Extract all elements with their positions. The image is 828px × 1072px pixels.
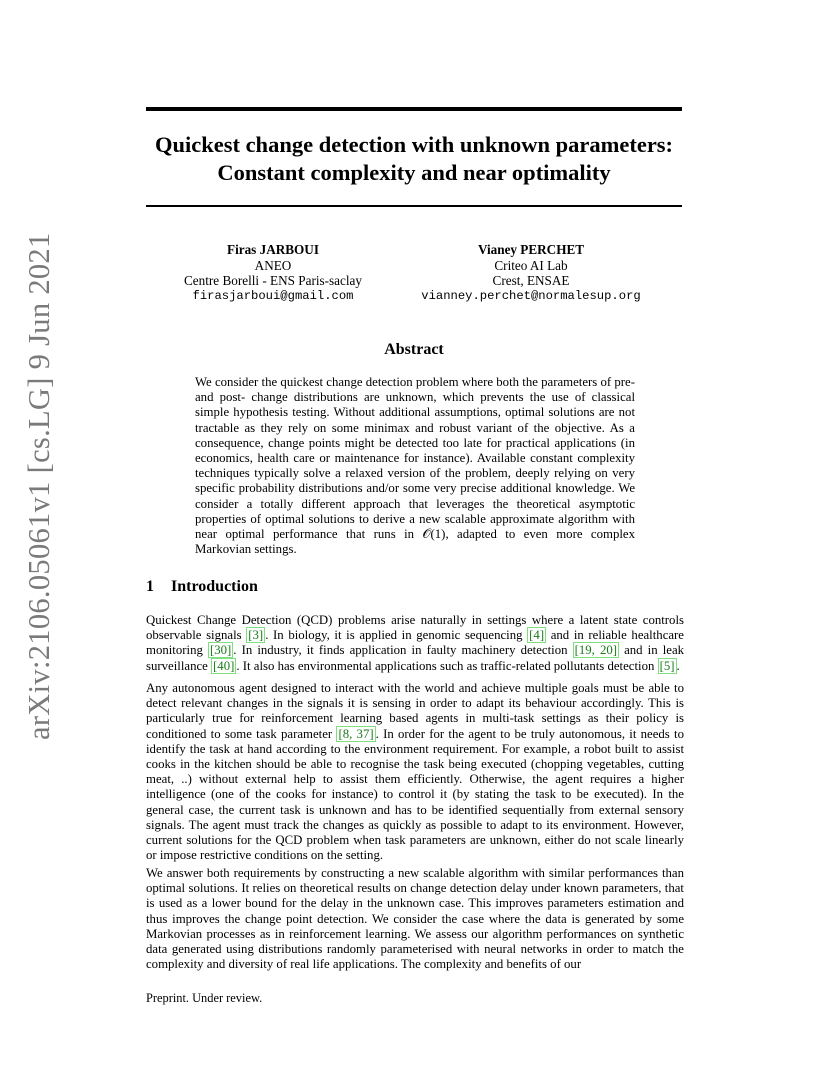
title-top-rule xyxy=(146,107,682,111)
paragraph-text: Any autonomous agent designed to interact with the world and achieve multiple goals must be able to detect relevant changes in the signals it is sensing in order to adapt its behaviour accordingly. This is particularly true for reinforcement learning based agents in multi-task settings as their policy is conditioned to some task parameter xyxy=(146,681,684,741)
title-line-1: Quickest change detection with unknown parameters: xyxy=(154,132,674,157)
title-bottom-rule xyxy=(146,205,682,207)
paragraph-3: We answer both requirements by constructing a new scalable algorithm with similar performances than optimal solutions. It relies on theoretical results on change detection delay under known parameters, that is used as a lower bound for the delay in the unknown case. This improves parameters estimation and thus improves the change point detection. We consider the case where the data is generated by some Markovian processes as in reinforcement learning. We assess our algorithm performances on synthetic data generated using distributions randomly parameterised with neural networks in order to match the complexity and diversity of real life applications. The complexity and benefits of our xyxy=(146,866,684,972)
citation-link[interactable]: [30] xyxy=(209,643,232,658)
paragraph-text: and in leak surveillance xyxy=(146,643,685,673)
author-affiliation: Criteo AI Lab xyxy=(494,257,568,273)
author-affiliation: Centre Borelli - ENS Paris-saclay xyxy=(184,273,362,288)
paragraph-text: Quickest Change Detection (QCD) problems arise naturally in settings where a latent state controls observable signals xyxy=(146,613,684,643)
author-email[interactable]: firasjarboui@gmail.com xyxy=(192,288,354,303)
citation-link[interactable]: [40] xyxy=(213,658,235,673)
paragraph-text: and in reliable healthcare monitoring xyxy=(146,628,684,658)
author-affiliation: ANEO xyxy=(254,257,292,273)
paragraph-text: . In order for the agent to be truly autonomous, it needs to identify the task at hand according to the environment requirement. For example, a robot built to assist cooks in the kitchen should be able to recognise the task being executed (chopping vegetables, cutting meat, ..) without external help to assist them efficiently. Otherwise, the agent requires a higher intelligence (one of the cooks for instance) to control it (by stating the task to be executed). In the general case, the current task is unknown and has to be identified sequentially from external sensory signals. The agent must track the changes as quickly as possible to adapt to its environment. However, current solutions for the QCD problem when task parameters are unknown, either do not scale linearly or impose restrictive conditions on the setting. xyxy=(146,726,684,863)
page-footer: Preprint. Under review. xyxy=(146,991,263,1005)
author-name: Vianey PERCHET xyxy=(477,242,585,257)
citation-link[interactable]: [4] xyxy=(529,628,545,643)
section-title: Introduction xyxy=(171,578,258,595)
section-heading xyxy=(146,578,258,596)
citation-link[interactable]: [3] xyxy=(248,628,264,643)
paper-title xyxy=(146,131,682,187)
citation-link[interactable]: [19, 20] xyxy=(574,643,618,658)
abstract-heading: Abstract xyxy=(384,341,444,358)
citation-link[interactable]: [5] xyxy=(659,658,675,673)
paragraph-text: . In industry, it finds application in faulty machinery detection xyxy=(233,643,573,658)
author-name: Firas JARBOUI xyxy=(227,242,319,257)
paragraph-text: . It also has environmental applications such as traffic-related pollutants detection xyxy=(236,658,658,673)
title-line-2: Constant complexity and near optimality xyxy=(217,160,611,185)
author-block-2 xyxy=(401,242,661,304)
section-number: 1 xyxy=(146,578,154,595)
author-email[interactable]: vianney.perchet@normalesup.org xyxy=(421,288,641,303)
author-affiliation: Crest, ENSAE xyxy=(492,273,570,288)
paragraph-2 xyxy=(146,681,684,863)
author-block-1 xyxy=(143,242,403,304)
paragraph-1 xyxy=(146,613,684,674)
paragraph-text: . In biology, it is applied in genomic sequencing xyxy=(265,628,528,643)
abstract-text: We consider the quickest change detection problem where both the parameters of pre- and post- change distributions are unknown, which prevents the use of classical simple hypothesis testing. Without additional assumptions, optimal solutions are not tractable as they rely on some minimax and robust variant of the objective. As a consequence, change points might be detected too late for practical applications (in economics, health care or maintenance for instance). Available constant complexity techniques typically solve a relaxed version of the problem, deeply relying on very specific probability distributions and/or some very precise additional knowledge. We consider a totally different approach that leverages the theoretical asymptotic properties of optimal solutions to derive a new scalable approximate algorithm with near optimal performance that runs in 𝒪(1), adapted to even more complex Markovian settings. xyxy=(195,375,635,557)
arxiv-identifier: arXiv:2106.05061v1 [cs.LG] 9 Jun 2021 xyxy=(22,232,56,740)
citation-link[interactable]: [8, 37] xyxy=(338,726,374,741)
paragraph-text: . xyxy=(676,658,680,673)
